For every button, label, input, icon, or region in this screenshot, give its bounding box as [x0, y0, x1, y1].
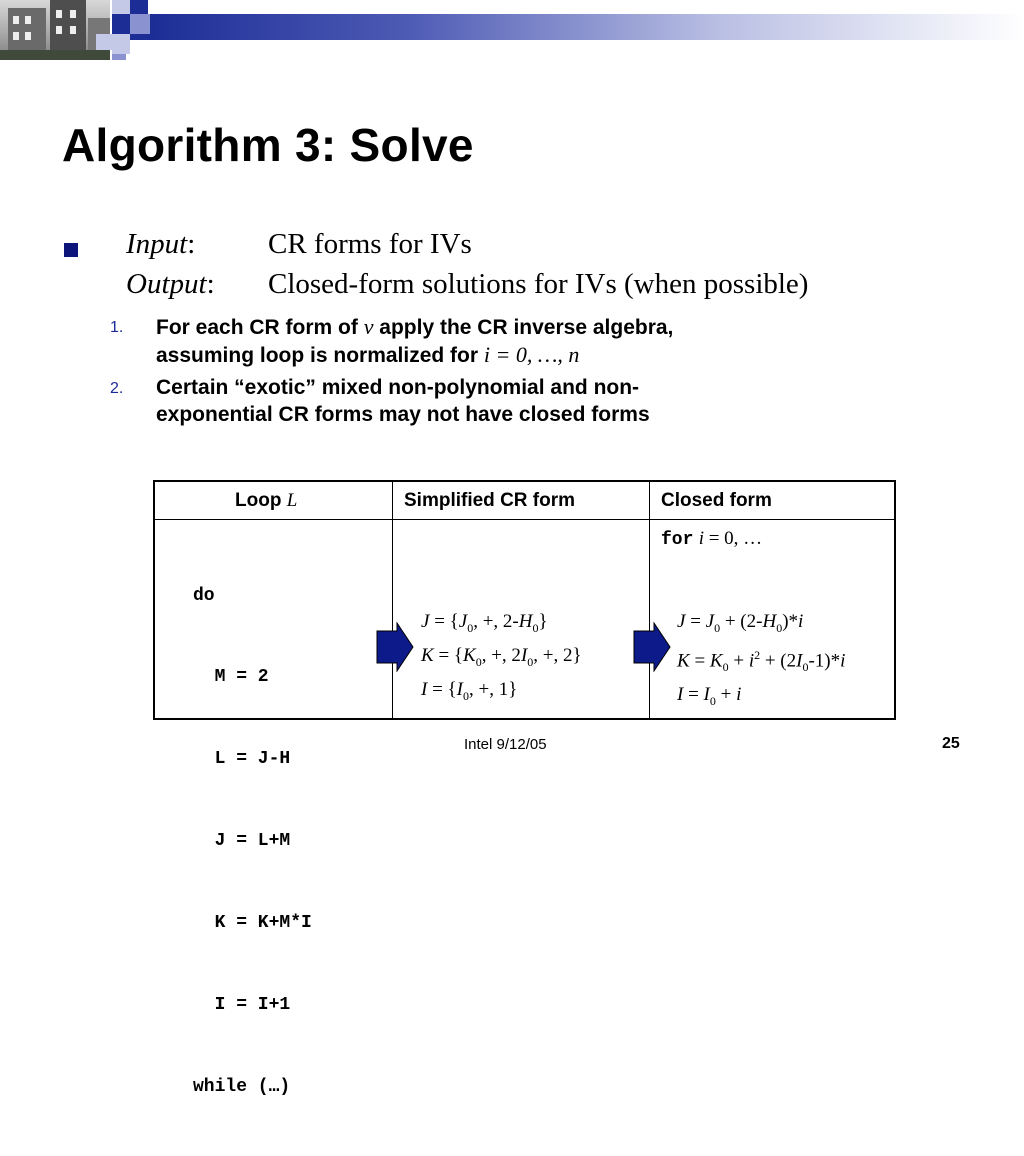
step-1-line1a: For each CR form of	[156, 316, 364, 339]
input-value: CR forms for IVs	[268, 228, 472, 260]
header-banner	[0, 0, 1024, 62]
code-line: do	[193, 585, 215, 606]
header-loop-var: L	[286, 490, 298, 511]
closed-form-k: $K = K_0 + i^2 + (2I_0-1)*i$	[677, 647, 846, 674]
footer-text: Intel 9/12/05	[464, 736, 547, 753]
input-label: Input	[126, 228, 188, 260]
code-line: M = 2	[193, 667, 269, 688]
decor-square	[130, 0, 148, 14]
decor-square	[112, 14, 130, 34]
step-2-line2: exponential CR forms may not have closed forms	[156, 403, 650, 426]
block-arrow-right-icon	[375, 622, 415, 672]
step-1-line2a: assuming loop is normalized for	[156, 344, 484, 367]
closed-form-i: $I = I_0 + i$	[677, 683, 742, 708]
step-1-range: i = 0, …, n	[483, 342, 580, 367]
cr-form-k: $K = \{K_0$, +, $2I_0$, +, 2}	[421, 644, 582, 669]
for-var: i	[698, 528, 704, 549]
column-divider	[392, 482, 393, 718]
code-line: L = J-H	[193, 749, 291, 770]
header-loop	[235, 490, 297, 512]
simplified-cr-forms	[421, 608, 582, 709]
page-number: 25	[942, 735, 960, 752]
decor-square	[112, 0, 130, 14]
building-photo	[0, 0, 110, 60]
header-simplified: Simplified CR form	[404, 490, 576, 511]
step-1-line1b: apply the CR inverse algebra,	[373, 316, 674, 339]
code-line: J = L+M	[193, 831, 291, 852]
step-2-text	[156, 374, 650, 428]
square-bullet-icon	[64, 243, 78, 257]
closed-form-j: $J = J_0 + (2-H_0)*i$	[677, 611, 804, 635]
decor-square	[112, 34, 130, 54]
slide-title: Algorithm 3: Solve	[62, 119, 474, 171]
code-line: I = I+1	[193, 995, 291, 1016]
step-1-text	[156, 313, 673, 369]
input-row: Input: CR forms for IVs	[126, 228, 472, 260]
loop-code	[193, 528, 312, 1156]
step-2-line1: Certain “exotic” mixed non-polynomial and non-	[156, 376, 640, 399]
code-line: K = K+M*I	[193, 913, 312, 934]
block-arrow-right-icon	[632, 622, 672, 672]
output-label: Output	[126, 268, 207, 300]
step-number: 2.	[110, 380, 124, 397]
cr-form-j: $J = \{J_0$, +, $2-H_0$}	[421, 611, 548, 635]
header-loop-label: Loop	[235, 490, 282, 511]
header-divider	[155, 519, 894, 520]
decor-square	[130, 14, 150, 34]
code-line: while (…)	[193, 1076, 291, 1097]
output-value: Closed-form solutions for IVs (when possible)	[268, 268, 809, 300]
for-range: = 0, …	[703, 528, 763, 549]
decor-square	[96, 34, 112, 50]
closed-forms	[677, 608, 845, 715]
output-row: Output: Closed-form solutions for IVs (when possible)	[126, 268, 809, 300]
decor-square	[130, 34, 150, 40]
for-keyword: for	[661, 530, 694, 550]
decor-square	[112, 54, 126, 60]
cr-form-i: $I = \{I_0$, +, 1}	[421, 678, 518, 703]
banner-gradient-bar	[150, 14, 1024, 40]
var-v: v	[363, 314, 374, 339]
header-closed: Closed form	[661, 490, 772, 511]
step-number: 1.	[110, 319, 124, 336]
closed-for-line	[661, 528, 762, 550]
column-divider	[649, 482, 650, 718]
